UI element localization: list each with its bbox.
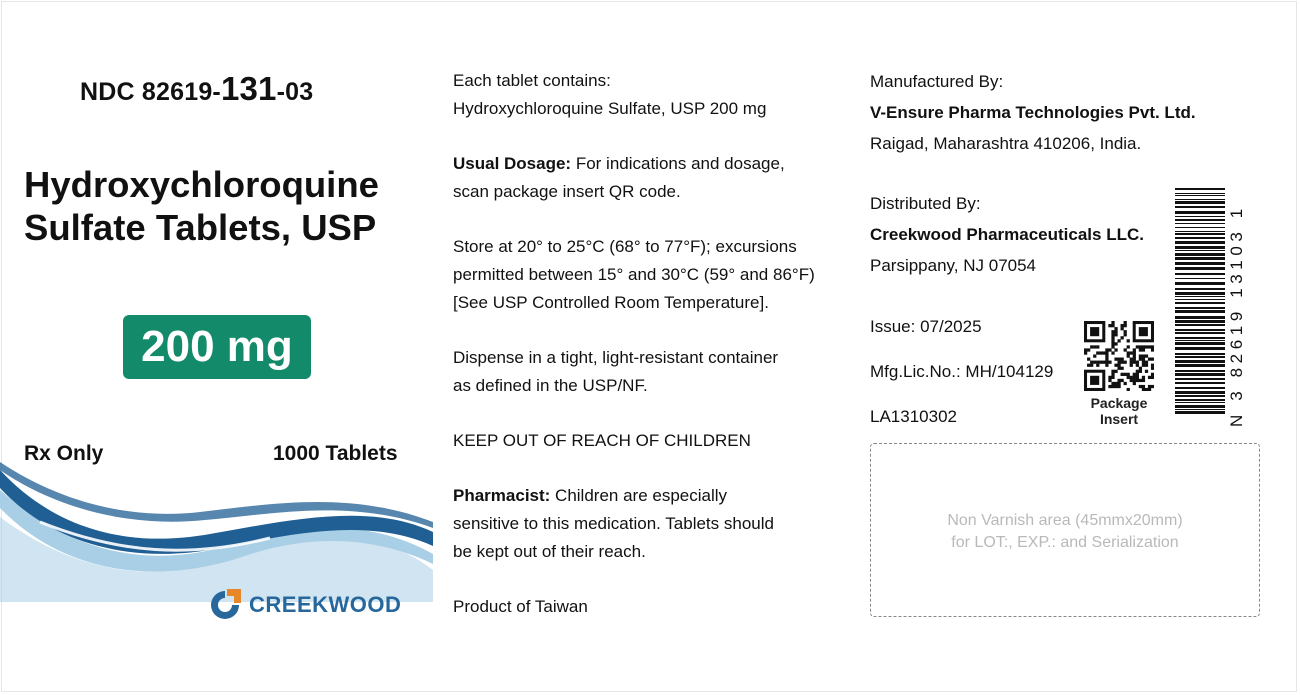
issue-date: Issue: 07/2025 — [870, 317, 982, 336]
tablet-count: 1000 Tablets — [273, 442, 398, 465]
dispense-line1: Dispense in a tight, light-resistant container — [453, 348, 779, 367]
barcode-prefix: N — [1227, 410, 1246, 427]
ndc-prefix: NDC 82619- — [80, 78, 221, 106]
keep-out-warning: KEEP OUT OF REACH OF CHILDREN — [453, 431, 751, 450]
pharmacist-heading: Pharmacist: — [453, 486, 551, 505]
qr-caption-line1: Package — [1090, 395, 1148, 411]
rx-only-label: Rx Only — [24, 442, 104, 465]
non-varnish-line2: for LOT:, EXP.: and Serialization — [951, 534, 1179, 551]
package-insert-qr-icon — [1084, 321, 1154, 391]
manufactured-by-label: Manufactured By: — [870, 72, 1004, 91]
storage-line3: [See USP Controlled Room Temperature]. — [453, 293, 769, 312]
non-varnish-text — [871, 510, 1259, 554]
creekwood-logo — [208, 588, 401, 622]
pharmacist-text: Children are especially — [550, 486, 728, 505]
lot-code: LA1310302 — [870, 407, 957, 426]
qr-caption-line2: Insert — [1099, 411, 1139, 427]
ndc-product: 131 — [220, 70, 277, 107]
creekwood-logo-text: CREEKWOOD — [249, 592, 402, 617]
product-title-line1: Hydroxychloroquine — [24, 164, 379, 205]
upc-barcode-icon — [1175, 188, 1225, 414]
product-title-line2: Sulfate Tablets, USP — [24, 207, 377, 248]
distributor-name: Creekwood Pharmaceuticals LLC. — [870, 225, 1144, 244]
manufacturer-address: Raigad, Maharashtra 410206, India. — [870, 134, 1142, 153]
barcode-number: 3 82619 13103 1 — [1227, 204, 1246, 401]
manufacturer-name: V-Ensure Pharma Technologies Pvt. Ltd. — [870, 103, 1196, 122]
usual-dosage-line1 — [453, 150, 785, 178]
each-tablet-contains-text: Hydroxychloroquine Sulfate, USP 200 mg — [453, 99, 767, 118]
barcode-digits — [1227, 185, 1261, 427]
ndc-code — [80, 70, 313, 108]
pharmacist-line3: be kept out of their reach. — [453, 542, 646, 561]
storage-line1: Store at 20° to 25°C (68° to 77°F); excursions — [453, 237, 797, 256]
strength-badge: 200 mg — [123, 315, 311, 379]
non-varnish-area — [870, 443, 1260, 617]
usual-dosage-line2: scan package insert QR code. — [453, 182, 681, 201]
creekwood-logo-icon — [208, 588, 242, 622]
mfg-license-number: Mfg.Lic.No.: MH/104129 — [870, 362, 1054, 381]
each-tablet-contains-heading: Each tablet contains: — [453, 71, 611, 90]
product-title — [24, 163, 424, 249]
usual-dosage-heading: Usual Dosage: — [453, 154, 572, 173]
qr-caption — [1082, 395, 1156, 427]
usual-dosage-text: For indications and dosage, — [571, 154, 785, 173]
dispense-line2: as defined in the USP/NF. — [453, 376, 648, 395]
decorative-wave-graphic — [0, 462, 440, 602]
ndc-suffix: -03 — [276, 78, 314, 106]
distributor-address: Parsippany, NJ 07054 — [870, 256, 1037, 275]
pharmacist-line1 — [453, 482, 727, 510]
distributed-by-label: Distributed By: — [870, 194, 981, 213]
non-varnish-line1: Non Varnish area (45mmx20mm) — [947, 512, 1183, 529]
product-origin: Product of Taiwan — [453, 597, 588, 616]
storage-line2: permitted between 15° and 30°C (59° and 86°F) — [453, 265, 815, 284]
pharmacist-line2: sensitive to this medication. Tablets should — [453, 514, 774, 533]
